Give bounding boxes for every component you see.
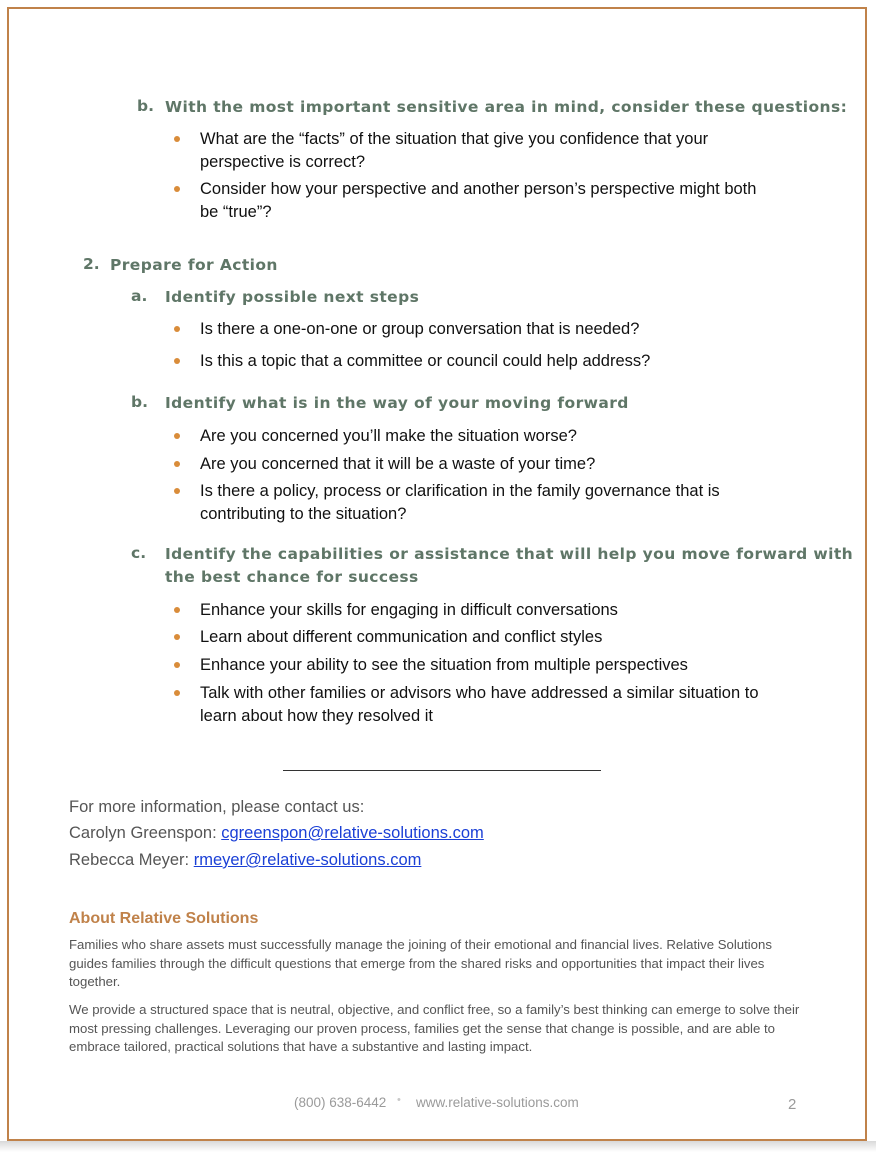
list-item: Are you concerned that it will be a waste of your time? bbox=[200, 455, 596, 473]
about-paragraph-1: Families who share assets must successfully manage the joining of their emotional and financial lives. Relative Solutions guides families through the difficult questions that emerge from the shared risks and opportunities that impact their lives together. bbox=[69, 937, 772, 989]
bullet-dot bbox=[174, 607, 180, 613]
page-shadow bbox=[0, 1141, 876, 1152]
list-item-line: contributing to the situation? bbox=[200, 505, 407, 523]
contact-name: Rebecca Meyer: bbox=[69, 851, 194, 869]
page-number: 2 bbox=[788, 1096, 797, 1113]
list-item: Is this a topic that a committee or council could help address? bbox=[200, 352, 651, 370]
section2-c-marker: c. bbox=[131, 544, 147, 562]
contact-carolyn bbox=[69, 824, 484, 843]
list-item-line: learn about how they resolved it bbox=[200, 707, 433, 725]
bullet-dot bbox=[174, 326, 180, 332]
section1-b-heading: With the most important sensitive area in mind, consider these questions: bbox=[165, 98, 848, 116]
bullet-dot bbox=[174, 461, 180, 467]
about-title: About Relative Solutions bbox=[69, 910, 259, 927]
divider bbox=[283, 770, 601, 771]
bullet-dot bbox=[174, 690, 180, 696]
carolyn-email-link[interactable]: cgreenspon@relative-solutions.com bbox=[221, 824, 484, 842]
list-item: Are you concerned you’ll make the situation worse? bbox=[200, 427, 577, 445]
heading-line: the best chance for success bbox=[165, 568, 419, 586]
bullet-dot bbox=[174, 634, 180, 640]
list-item bbox=[200, 178, 810, 224]
section2-b-heading: Identify what is in the way of your moving forward bbox=[165, 394, 629, 412]
list-item-line: Is there a policy, process or clarification in the family governance that is bbox=[200, 482, 720, 500]
section2-b-marker: b. bbox=[131, 393, 148, 411]
list-item-line: What are the “facts” of the situation that give you confidence that your bbox=[200, 130, 709, 148]
section1-b-marker: b. bbox=[137, 97, 154, 115]
section2-a-heading: Identify possible next steps bbox=[165, 288, 420, 306]
bullet-dot bbox=[174, 358, 180, 364]
bullet-dot bbox=[174, 186, 180, 192]
section2-number: 2. bbox=[83, 255, 100, 273]
footer-website[interactable]: www.relative-solutions.com bbox=[416, 1095, 579, 1110]
list-item: Learn about different communication and conflict styles bbox=[200, 628, 603, 646]
rebecca-email-link[interactable]: rmeyer@relative-solutions.com bbox=[193, 851, 422, 869]
bullet-dot bbox=[174, 488, 180, 494]
list-item bbox=[200, 480, 810, 526]
section2-title: Prepare for Action bbox=[110, 256, 278, 274]
bullet-dot bbox=[174, 662, 180, 668]
list-item: Enhance your skills for engaging in difficult conversations bbox=[200, 601, 618, 619]
footer-phone: (800) 638-6442 bbox=[294, 1095, 387, 1110]
bullet-dot bbox=[174, 136, 180, 142]
list-item: Enhance your ability to see the situation from multiple perspectives bbox=[200, 656, 688, 674]
contact-intro: For more information, please contact us: bbox=[69, 798, 365, 816]
list-item-line: Consider how your perspective and another person’s perspective might both bbox=[200, 180, 757, 198]
list-item bbox=[200, 682, 810, 728]
list-item-line: Talk with other families or advisors who have addressed a similar situation to bbox=[200, 684, 759, 702]
heading-line: Identify the capabilities or assistance that will help you move forward with bbox=[165, 545, 854, 563]
list-item-line: be “true”? bbox=[200, 203, 272, 221]
list-item: Is there a one-on-one or group conversation that is needed? bbox=[200, 320, 640, 338]
list-item-line: perspective is correct? bbox=[200, 153, 366, 171]
about-paragraph-2: We provide a structured space that is neutral, objective, and conflict free, so a family’s best thinking can emerge to solve their most pressing challenges. Leveraging our proven process, families get the sense that change is possible, and are able to embrace tailored, practical solutions that have a substantive and lasting impact. bbox=[69, 1002, 800, 1054]
list-item bbox=[200, 128, 810, 174]
contact-name: Carolyn Greenspon: bbox=[69, 824, 222, 842]
section2-c-heading bbox=[165, 543, 853, 589]
section2-a-marker: a. bbox=[131, 287, 148, 305]
bullet-dot bbox=[174, 433, 180, 439]
contact-rebecca bbox=[69, 851, 421, 870]
footer-separator: • bbox=[397, 1094, 401, 1106]
